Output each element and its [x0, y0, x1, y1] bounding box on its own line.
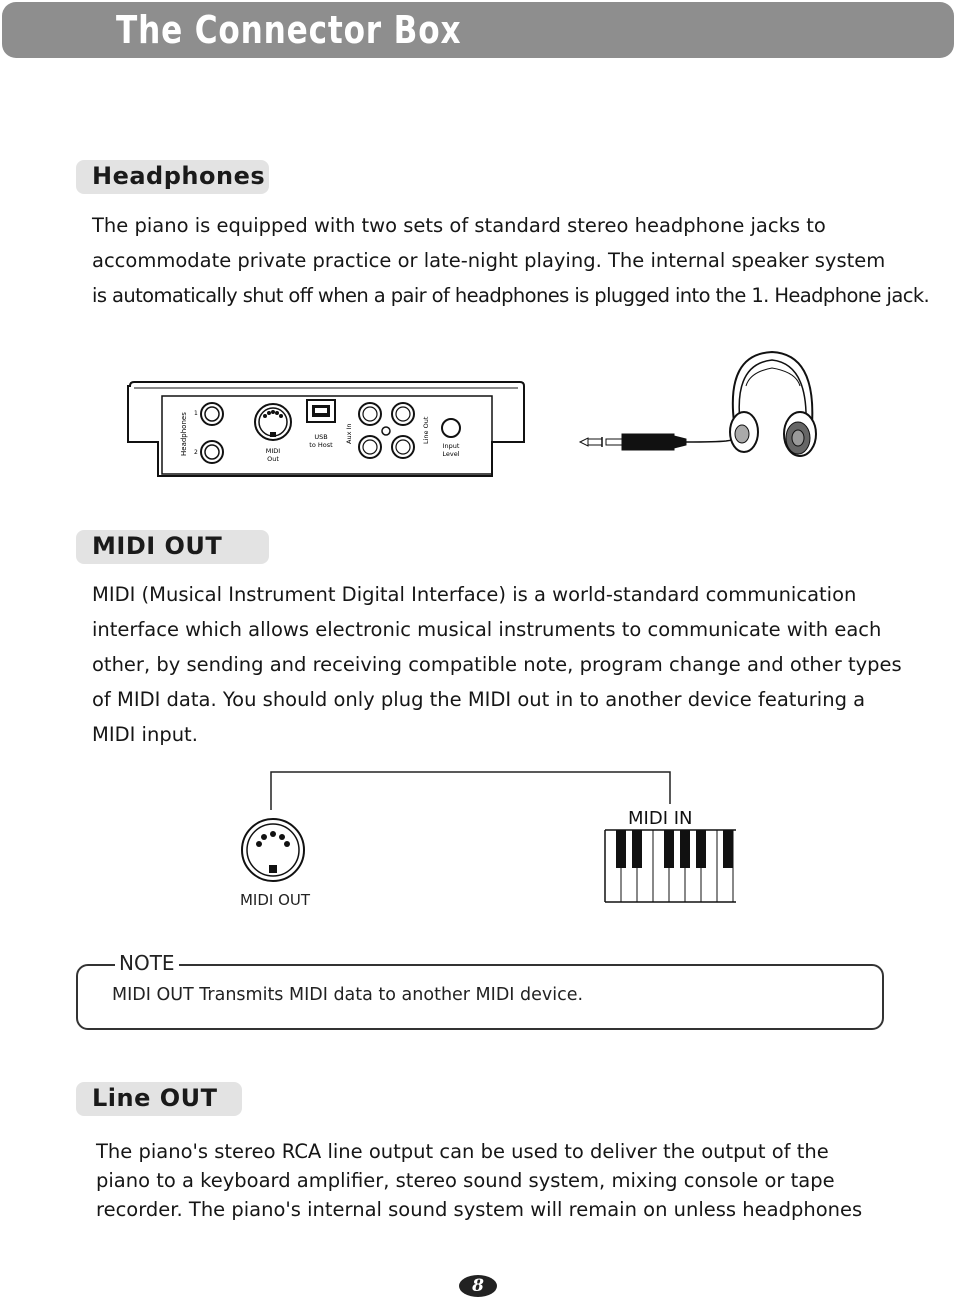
panel-label-out: Out: [267, 455, 279, 463]
note-title: NOTE: [115, 951, 179, 975]
text-line: piano to a keyboard amplifier, stereo sound system, mixing console or tape: [96, 1169, 835, 1192]
headphones-illustration: [576, 346, 826, 466]
line-out-paragraph: [96, 1137, 946, 1224]
text-line: The piano is equipped with two sets of standard stereo headphone jacks to: [92, 214, 826, 237]
panel-label-jack1: 1: [194, 410, 198, 417]
headphone-jack-1: [201, 403, 223, 425]
panel-label-headphones: Headphones: [180, 412, 188, 456]
panel-label-input: Input: [442, 442, 460, 450]
panel-label-midi: MIDI: [265, 447, 281, 455]
midi-out-port: [255, 404, 291, 440]
midi-out-paragraph: [92, 577, 942, 752]
text-line: The piano's stereo RCA line output can be used to deliver the output of the: [96, 1140, 829, 1163]
midi-out-label: MIDI OUT: [239, 891, 311, 909]
rca-jacks: [359, 403, 414, 458]
text-line: other, by sending and receiving compatible note, program change and other types: [92, 653, 902, 676]
text-line: is automatically shut off when a pair of headphones is plugged into the 1. Headphone jack.: [92, 284, 930, 307]
section-heading-midi-out: [76, 530, 269, 564]
page-number-badge: [459, 1275, 497, 1297]
heading-text: Headphones: [92, 162, 266, 190]
text-line: recorder. The piano's internal sound system will remain on unless headphones: [96, 1198, 863, 1221]
section-heading-headphones: [76, 160, 269, 194]
text-line: MIDI input.: [92, 723, 198, 746]
connector-panel-illustration: [124, 378, 528, 482]
midi-in-label: MIDI IN: [628, 808, 693, 829]
page-number: 8: [472, 1276, 484, 1296]
midi-cable: [271, 772, 670, 810]
panel-label-aux-in: Aux In: [345, 423, 353, 444]
note-text: MIDI OUT Transmits MIDI data to another MIDI device.: [112, 985, 584, 1005]
text-line: of MIDI data. You should only plug the MIDI out in to another device featuring a: [92, 688, 866, 711]
text-line: MIDI (Musical Instrument Digital Interface) is a world-standard communication: [92, 583, 857, 606]
text-line: interface which allows electronic musical instruments to communicate with each: [92, 618, 882, 641]
usb-port: [307, 400, 335, 422]
input-level-knob: [442, 419, 460, 437]
panel-label-line-out: Line Out: [422, 416, 430, 444]
keyboard-icon: [605, 830, 736, 902]
page-title: The Connector Box: [116, 8, 462, 52]
midi-out-connector: [242, 819, 304, 881]
headphone-jack-2: [201, 441, 223, 463]
text-line: accommodate private practice or late-night playing. The internal speaker system: [92, 249, 886, 272]
heading-text: Line OUT: [92, 1084, 218, 1112]
heading-text: MIDI OUT: [92, 532, 223, 560]
title-banner: [2, 2, 954, 58]
midi-connection-diagram: [230, 766, 750, 916]
panel-label-usb: USB: [314, 433, 328, 441]
panel-label-to-host: to Host: [309, 441, 333, 449]
panel-label-level: Level: [442, 450, 460, 458]
section-heading-line-out: [76, 1082, 242, 1116]
headphones-paragraph: [92, 208, 942, 313]
panel-label-jack2: 2: [194, 449, 198, 456]
